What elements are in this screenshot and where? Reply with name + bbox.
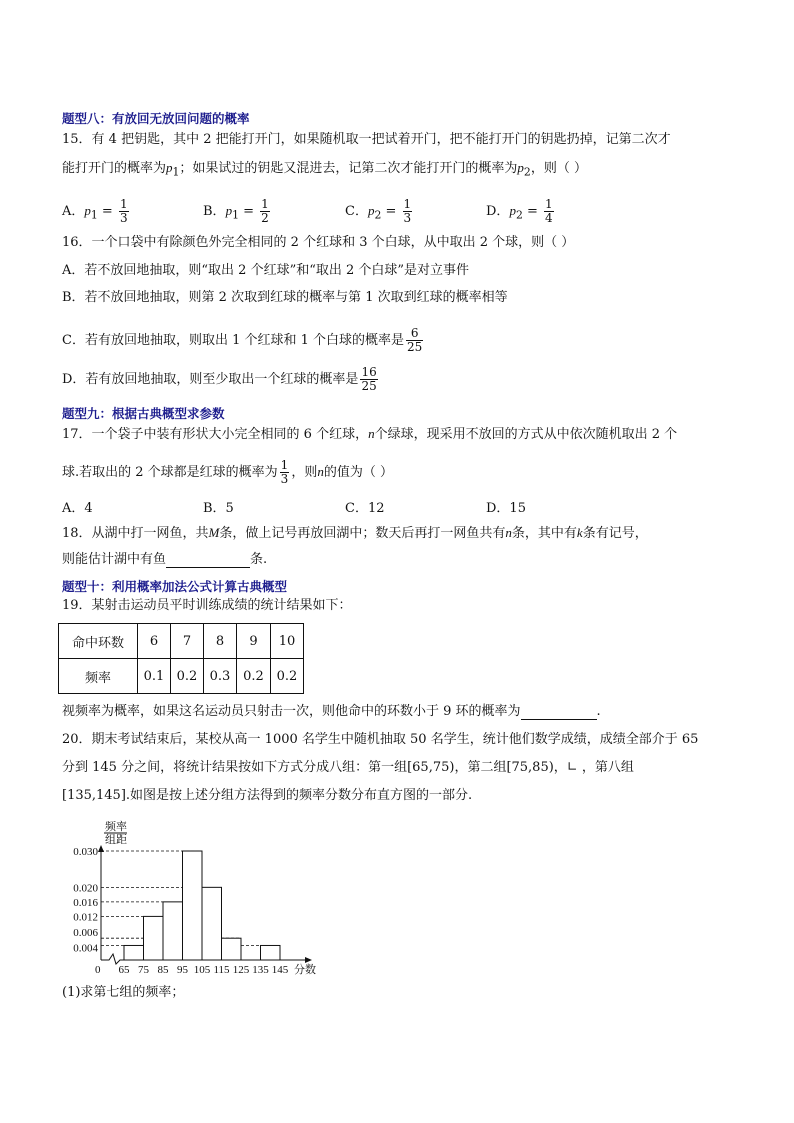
fraction bbox=[360, 366, 377, 393]
y-axis-label-top: 频率 bbox=[105, 821, 127, 833]
q16-option-a: A．若不放回地抽取，则“取出 2 个红球”和“取出 2 个白球”是对立事件 bbox=[62, 263, 470, 278]
q18-text: 条. bbox=[250, 552, 268, 567]
y-tick-label: 0.006 bbox=[73, 927, 98, 940]
q16-stem: 16．一个口袋中有除颜色外完全相同的 2 个红球和 3 个白球，从中取出 2 个球，则（ ） bbox=[62, 235, 575, 250]
x-tick-label: 85 bbox=[157, 964, 169, 976]
sub: 1 bbox=[172, 165, 180, 179]
x-tick-label: 145 bbox=[271, 964, 289, 976]
q18-text: 18．从湖中打一网鱼，共 bbox=[62, 526, 209, 541]
x-tick-label: 95 bbox=[177, 964, 188, 976]
q15-text: 能打开门的概率为 bbox=[62, 161, 167, 176]
table-cell: 0.3 bbox=[204, 659, 237, 694]
x-axis-label: 分数 bbox=[294, 964, 316, 976]
x-tick-label: 115 bbox=[213, 964, 230, 976]
denominator: 2 bbox=[261, 211, 269, 225]
table-cell: 10 bbox=[271, 624, 304, 659]
section-heading-9: 题型九：根据古典概型求参数 bbox=[62, 406, 225, 421]
q17-text: 的值为（ ） bbox=[323, 465, 393, 480]
sub: 1 bbox=[232, 208, 239, 222]
var-p: p bbox=[367, 203, 375, 218]
table-row bbox=[59, 659, 304, 694]
table-cell: 0.2 bbox=[171, 659, 204, 694]
var-p: p bbox=[166, 160, 173, 175]
q19-stem: 19．某射击运动员平时训练成绩的统计结果如下： bbox=[62, 598, 352, 613]
q20-line3: [135,145].如图是按上述分组方法得到的频率分数分布直方图的一部分. bbox=[62, 788, 473, 803]
histogram-bar bbox=[202, 887, 222, 960]
q16-option-b: B．若不放回地抽取，则第 2 次取到红球的概率与第 1 次取到红球的概率相等 bbox=[62, 290, 508, 305]
fraction bbox=[406, 327, 423, 354]
var-p: p bbox=[84, 203, 91, 218]
histogram-bar bbox=[144, 916, 164, 960]
section-heading-10: 题型十：利用概率加法公式计算古典概型 bbox=[62, 579, 288, 594]
fraction bbox=[119, 198, 129, 225]
q19-text: 视频率为概率，如果这名运动员只射击一次，则他命中的环数小于 9 环的概率为 bbox=[62, 704, 521, 719]
table-row bbox=[59, 624, 304, 659]
denominator: 25 bbox=[361, 379, 377, 393]
q17-text: 17．一个袋子中装有形状大小完全相同的 6 个红球， bbox=[62, 427, 369, 442]
section-heading-8: 题型八：有放回无放回问题的概率 bbox=[62, 111, 250, 126]
x-tick-label: 125 bbox=[232, 964, 250, 976]
q17-option-c: C．12 bbox=[345, 501, 385, 516]
numerator: 1 bbox=[119, 197, 128, 211]
q19-text: . bbox=[596, 704, 601, 719]
q17-option-d: D．15 bbox=[486, 501, 526, 516]
table-cell: 6 bbox=[138, 624, 171, 659]
y-tick-label: 0.020 bbox=[73, 882, 98, 895]
q17-text: 球.若取出的 2 个球都是红球的概率为 bbox=[62, 465, 278, 480]
var-p: p bbox=[509, 203, 516, 218]
sub: 1 bbox=[90, 208, 98, 222]
numerator: 1 bbox=[545, 197, 553, 211]
var-p: p bbox=[517, 160, 524, 175]
numerator: 1 bbox=[261, 197, 269, 211]
answer-blank[interactable] bbox=[521, 707, 597, 720]
denominator: 4 bbox=[545, 211, 553, 225]
var-k: k bbox=[576, 525, 583, 540]
q16-option-d bbox=[62, 366, 380, 393]
q19-question bbox=[62, 704, 601, 720]
q17-text: ，则 bbox=[291, 465, 318, 480]
answer-blank[interactable] bbox=[166, 555, 250, 568]
option-text: D．若有放回地抽取，则至少取出一个红球的概率是 bbox=[62, 372, 359, 387]
y-tick-label: 0.016 bbox=[73, 896, 98, 909]
table-cell: 9 bbox=[237, 624, 271, 659]
q18-line2 bbox=[62, 552, 267, 568]
y-axis-label-bottom: 组距 bbox=[105, 834, 127, 846]
q15-option-d: D．$p_2$ = $\frac{1}{4}$ bbox=[486, 197, 553, 225]
sub: 2 bbox=[374, 208, 382, 222]
table-header-cell: 命中环数 bbox=[59, 624, 138, 659]
x-axis-arrow bbox=[305, 957, 312, 963]
x-tick-label: 105 bbox=[193, 964, 211, 976]
table-cell: 0.1 bbox=[138, 659, 171, 694]
sub: 2 bbox=[515, 208, 523, 222]
q15-option-a: A．$p_1$ = $\frac{1}{3}$ bbox=[62, 197, 128, 225]
numerator: 6 bbox=[406, 327, 423, 341]
q20-line1: 20．期末考试结束后，某校从高一 1000 名学生中随机抽取 50 名学生，统计他们数学成绩，成绩全部介于 65 bbox=[62, 732, 699, 747]
q17-line2 bbox=[62, 459, 393, 486]
numerator: 1 bbox=[403, 197, 412, 211]
q15-text: ，则（ ） bbox=[530, 161, 587, 176]
y-tick-label: 0.004 bbox=[73, 942, 98, 955]
x-tick-label: 75 bbox=[138, 964, 149, 976]
q18-text: 条，其中有 bbox=[511, 526, 577, 541]
table-header-cell: 频率 bbox=[59, 659, 138, 694]
x-tick-label: 65 bbox=[118, 964, 130, 976]
q17-option-a: A．4 bbox=[62, 501, 93, 516]
histogram-bar bbox=[124, 945, 144, 960]
var-n: n bbox=[317, 464, 324, 479]
histogram-bar bbox=[261, 945, 281, 960]
denominator: 3 bbox=[119, 211, 128, 225]
var-n: n bbox=[505, 525, 512, 540]
denominator: 25 bbox=[407, 340, 423, 354]
table-cell: 7 bbox=[171, 624, 204, 659]
histogram-bar bbox=[222, 938, 242, 960]
var-n: n bbox=[368, 426, 375, 441]
var-p: p bbox=[225, 203, 233, 218]
q16-option-c bbox=[62, 327, 425, 354]
denominator: 3 bbox=[403, 211, 412, 225]
histogram-bar bbox=[183, 851, 203, 960]
option-label: D． bbox=[486, 204, 510, 219]
table-cell: 0.2 bbox=[237, 659, 271, 694]
q18-text: 条有记号， bbox=[582, 526, 648, 541]
option-label: A． bbox=[62, 204, 85, 219]
q20-part1: (1)求第七组的频率； bbox=[62, 985, 185, 1000]
q15-text: ；如果试过的钥匙又混进去，记第二次才能打开门的概率为 bbox=[179, 161, 518, 176]
q15-line1: 15．有 4 把钥匙，其中 2 把能打开门，如果随机取一把试着开门，把不能打开门的钥匙扔掉，记第二次才 bbox=[62, 132, 671, 147]
histogram-bar bbox=[163, 902, 183, 960]
q15-option-c: C．$p_2$ = $\frac{1}{3}$ bbox=[345, 197, 412, 225]
y-tick-label: 0.030 bbox=[73, 846, 98, 859]
option-text: C．若有放回地抽取，则取出 1 个红球和 1 个白球的概率是 bbox=[62, 333, 405, 348]
numerator: 16 bbox=[361, 365, 377, 379]
option-label: C． bbox=[345, 204, 368, 219]
fraction bbox=[260, 198, 270, 225]
x-tick-label: 135 bbox=[252, 964, 269, 976]
q20-line2: 分到 145 分之间，将统计结果按如下方式分成八组：第一组[65,75)，第二组[75,85)，∟ ，第八组 bbox=[62, 760, 634, 775]
var-m: M bbox=[208, 525, 220, 540]
q18-text: 条，做上记号再放回湖中；数天后再打一网鱼共有 bbox=[219, 526, 506, 541]
origin-label: 0 bbox=[95, 964, 101, 976]
y-tick-label: 0.012 bbox=[73, 911, 98, 924]
fraction bbox=[403, 198, 413, 225]
q19-table bbox=[58, 623, 304, 694]
q17-line1 bbox=[62, 426, 677, 443]
fraction bbox=[280, 459, 290, 486]
q17-text: 个绿球，现采用不放回的方式从中依次随机取出 2 个 bbox=[374, 427, 678, 442]
q17-option-b: B．5 bbox=[203, 501, 234, 516]
denominator: 3 bbox=[280, 472, 289, 486]
table-cell: 0.2 bbox=[271, 659, 304, 694]
sub: 2 bbox=[523, 165, 531, 179]
q18-text: 则能估计湖中有鱼 bbox=[62, 552, 167, 567]
fraction bbox=[544, 198, 554, 225]
option-label: B． bbox=[203, 204, 226, 219]
numerator: 1 bbox=[280, 458, 289, 472]
q15-line2 bbox=[62, 160, 587, 181]
table-cell: 8 bbox=[204, 624, 237, 659]
histogram-chart bbox=[60, 815, 330, 985]
q18-line1 bbox=[62, 525, 648, 542]
q15-option-b: B．$p_1$ = $\frac{1}{2}$ bbox=[203, 197, 269, 225]
